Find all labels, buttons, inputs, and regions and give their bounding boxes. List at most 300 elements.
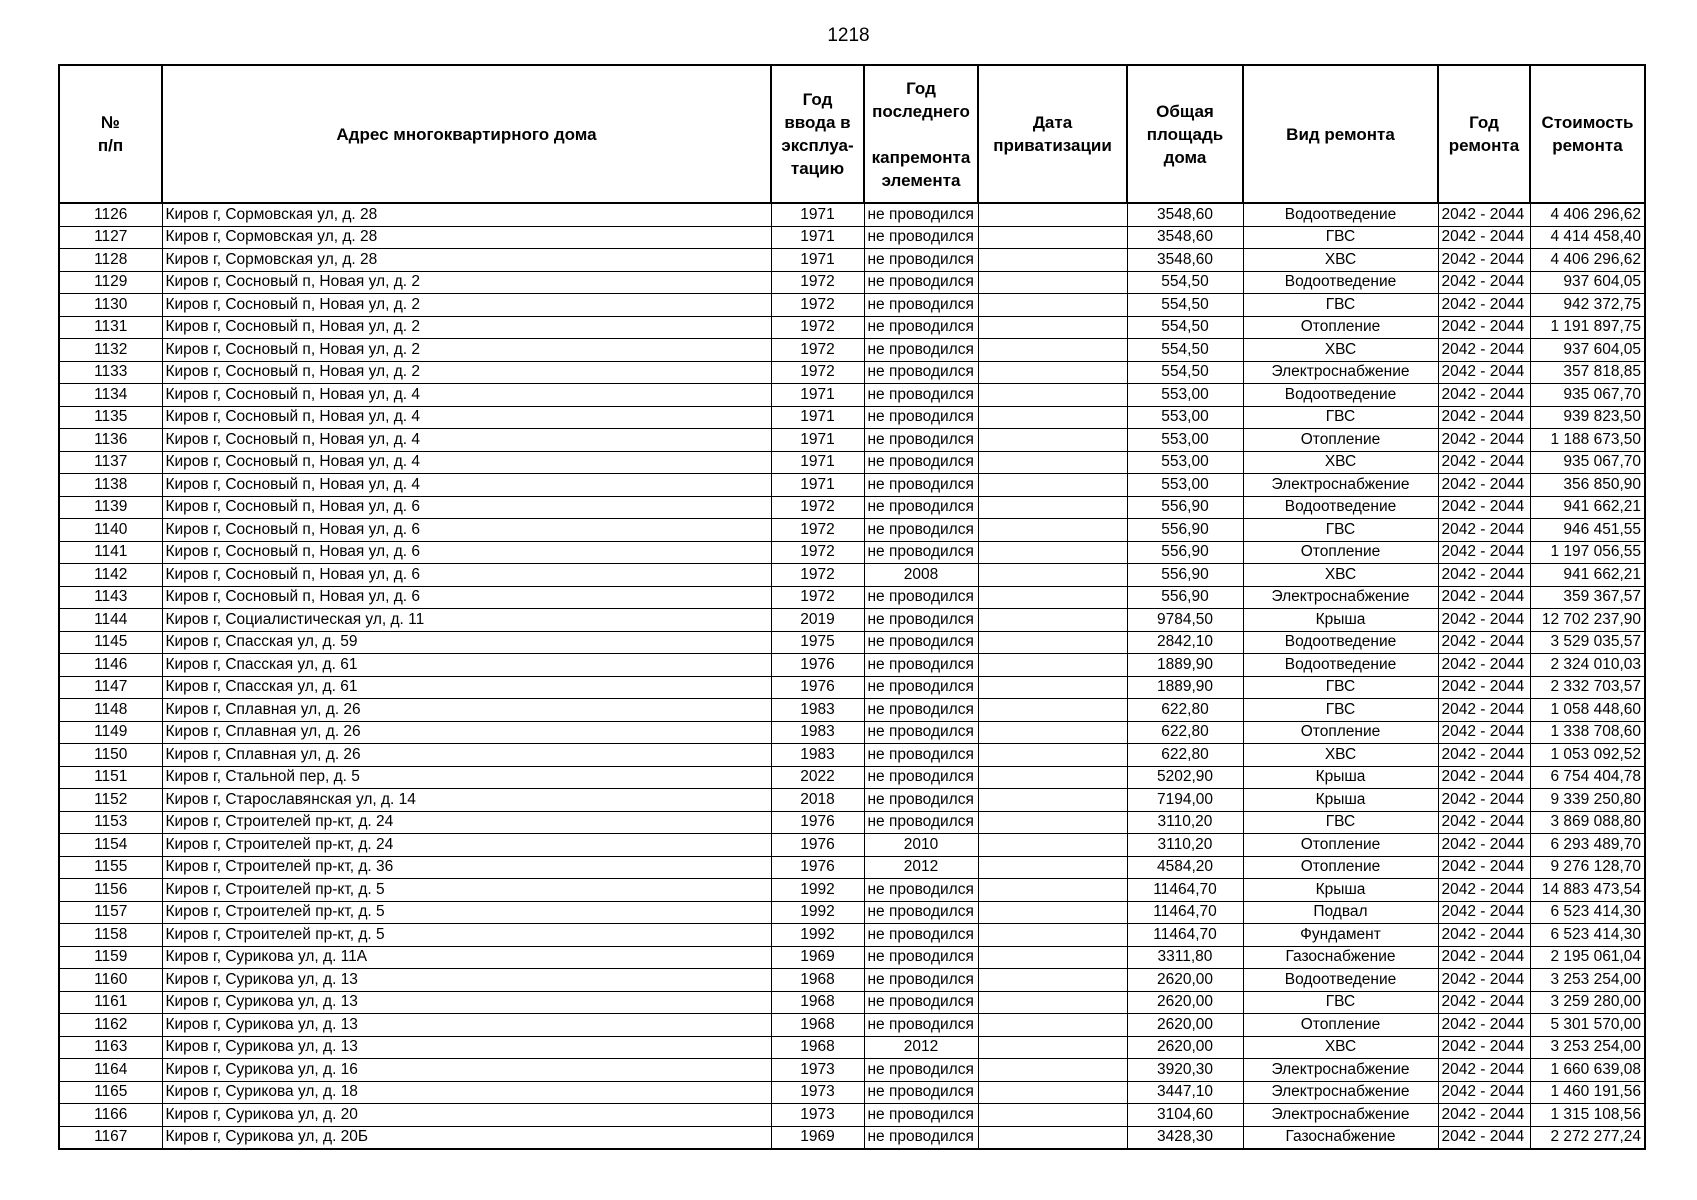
cell-privatization	[978, 609, 1127, 632]
table-row	[59, 924, 1645, 947]
cell-last-repair: не проводился	[864, 901, 978, 924]
cell-cost: 6 523 414,30	[1530, 924, 1645, 947]
cell-privatization	[978, 969, 1127, 992]
cell-year-built: 1992	[771, 879, 864, 902]
cell-privatization	[978, 789, 1127, 812]
cell-cost: 1 053 092,52	[1530, 744, 1645, 767]
cell-num: 1138	[59, 474, 162, 497]
cell-last-repair: не проводился	[864, 586, 978, 609]
cell-num: 1148	[59, 699, 162, 722]
table-row	[59, 1014, 1645, 1037]
cell-year-built: 1972	[771, 564, 864, 587]
table-body	[59, 203, 1645, 1149]
cell-year-built: 1972	[771, 361, 864, 384]
cell-last-repair: не проводился	[864, 654, 978, 677]
cell-repair-type: Электроснабжение	[1243, 361, 1438, 384]
cell-cost: 1 315 108,56	[1530, 1104, 1645, 1127]
cell-repair-type: Отопление	[1243, 856, 1438, 879]
cell-privatization	[978, 924, 1127, 947]
cell-num: 1163	[59, 1036, 162, 1059]
cell-repair-type: ХВС	[1243, 1036, 1438, 1059]
cell-last-repair: не проводился	[864, 203, 978, 226]
table-row	[59, 203, 1645, 226]
cell-year-built: 1992	[771, 901, 864, 924]
cell-privatization	[978, 271, 1127, 294]
cell-privatization	[978, 226, 1127, 249]
cell-repair-type: ГВС	[1243, 699, 1438, 722]
cell-repair-type: Крыша	[1243, 609, 1438, 632]
cell-privatization	[978, 541, 1127, 564]
cell-address: Киров г, Спасская ул, д. 59	[162, 631, 771, 654]
cell-last-repair: 2012	[864, 1036, 978, 1059]
cell-year-built: 1971	[771, 429, 864, 452]
cell-repair-type: ГВС	[1243, 676, 1438, 699]
cell-num: 1154	[59, 834, 162, 857]
cell-repair-year: 2042 - 2044	[1438, 294, 1530, 317]
cell-last-repair: не проводился	[864, 1126, 978, 1149]
cell-last-repair: не проводился	[864, 429, 978, 452]
cell-cost: 1 188 673,50	[1530, 429, 1645, 452]
cell-privatization	[978, 1126, 1127, 1149]
cell-cost: 3 253 254,00	[1530, 1036, 1645, 1059]
cell-repair-type: Крыша	[1243, 789, 1438, 812]
cell-repair-type: ХВС	[1243, 451, 1438, 474]
cell-privatization	[978, 384, 1127, 407]
cell-repair-type: Водоотведение	[1243, 969, 1438, 992]
cell-num: 1158	[59, 924, 162, 947]
cell-repair-year: 2042 - 2044	[1438, 541, 1530, 564]
cell-address: Киров г, Сосновый п, Новая ул, д. 4	[162, 451, 771, 474]
cell-area: 622,80	[1127, 744, 1243, 767]
cell-repair-type: Газоснабжение	[1243, 1126, 1438, 1149]
cell-address: Киров г, Сосновый п, Новая ул, д. 4	[162, 406, 771, 429]
cell-repair-type: Водоотведение	[1243, 384, 1438, 407]
cell-privatization	[978, 1014, 1127, 1037]
cell-repair-type: Водоотведение	[1243, 496, 1438, 519]
cell-address: Киров г, Строителей пр-кт, д. 5	[162, 879, 771, 902]
cell-num: 1128	[59, 249, 162, 272]
cell-privatization	[978, 1059, 1127, 1082]
cell-year-built: 1972	[771, 339, 864, 362]
cell-repair-year: 2042 - 2044	[1438, 1036, 1530, 1059]
cell-num: 1151	[59, 766, 162, 789]
cell-cost: 3 869 088,80	[1530, 811, 1645, 834]
cell-area: 556,90	[1127, 496, 1243, 519]
cell-repair-year: 2042 - 2044	[1438, 1104, 1530, 1127]
cell-address: Киров г, Сормовская ул, д. 28	[162, 249, 771, 272]
cell-num: 1139	[59, 496, 162, 519]
header-cost: Стоимость ремонта	[1530, 65, 1645, 203]
cell-repair-year: 2042 - 2044	[1438, 339, 1530, 362]
cell-repair-year: 2042 - 2044	[1438, 203, 1530, 226]
cell-last-repair: не проводился	[864, 316, 978, 339]
cell-cost: 1 197 056,55	[1530, 541, 1645, 564]
cell-year-built: 1992	[771, 924, 864, 947]
cell-repair-year: 2042 - 2044	[1438, 496, 1530, 519]
table-row	[59, 609, 1645, 632]
cell-privatization	[978, 316, 1127, 339]
cell-address: Киров г, Сосновый п, Новая ул, д. 2	[162, 361, 771, 384]
cell-cost: 14 883 473,54	[1530, 879, 1645, 902]
cell-num: 1157	[59, 901, 162, 924]
cell-area: 554,50	[1127, 339, 1243, 362]
cell-area: 556,90	[1127, 564, 1243, 587]
cell-repair-year: 2042 - 2044	[1438, 564, 1530, 587]
cell-privatization	[978, 249, 1127, 272]
cell-repair-year: 2042 - 2044	[1438, 699, 1530, 722]
cell-num: 1155	[59, 856, 162, 879]
cell-year-built: 1983	[771, 744, 864, 767]
header-address: Адрес многоквартирного дома	[162, 65, 771, 203]
cell-last-repair: не проводился	[864, 721, 978, 744]
cell-address: Киров г, Сурикова ул, д. 13	[162, 1036, 771, 1059]
cell-cost: 939 823,50	[1530, 406, 1645, 429]
cell-cost: 5 301 570,00	[1530, 1014, 1645, 1037]
cell-cost: 2 272 277,24	[1530, 1126, 1645, 1149]
cell-last-repair: 2012	[864, 856, 978, 879]
cell-privatization	[978, 451, 1127, 474]
cell-privatization	[978, 564, 1127, 587]
table-row	[59, 339, 1645, 362]
cell-repair-year: 2042 - 2044	[1438, 856, 1530, 879]
table-row	[59, 834, 1645, 857]
cell-address: Киров г, Строителей пр-кт, д. 36	[162, 856, 771, 879]
cell-cost: 1 191 897,75	[1530, 316, 1645, 339]
cell-area: 9784,50	[1127, 609, 1243, 632]
cell-year-built: 1973	[771, 1081, 864, 1104]
cell-repair-type: Отопление	[1243, 429, 1438, 452]
cell-address: Киров г, Сурикова ул, д. 13	[162, 991, 771, 1014]
cell-num: 1127	[59, 226, 162, 249]
cell-cost: 2 195 061,04	[1530, 946, 1645, 969]
cell-repair-type: Водоотведение	[1243, 271, 1438, 294]
cell-repair-year: 2042 - 2044	[1438, 384, 1530, 407]
cell-area: 553,00	[1127, 451, 1243, 474]
cell-repair-type: Подвал	[1243, 901, 1438, 924]
cell-repair-year: 2042 - 2044	[1438, 474, 1530, 497]
cell-privatization	[978, 901, 1127, 924]
table-row	[59, 1104, 1645, 1127]
cell-privatization	[978, 406, 1127, 429]
cell-area: 622,80	[1127, 721, 1243, 744]
cell-privatization	[978, 811, 1127, 834]
cell-cost: 6 523 414,30	[1530, 901, 1645, 924]
cell-repair-type: Крыша	[1243, 766, 1438, 789]
cell-area: 3548,60	[1127, 226, 1243, 249]
cell-address: Киров г, Строителей пр-кт, д. 24	[162, 834, 771, 857]
cell-last-repair: не проводился	[864, 406, 978, 429]
cell-area: 554,50	[1127, 316, 1243, 339]
cell-last-repair: не проводился	[864, 474, 978, 497]
cell-repair-year: 2042 - 2044	[1438, 969, 1530, 992]
cell-address: Киров г, Сплавная ул, д. 26	[162, 744, 771, 767]
cell-num: 1159	[59, 946, 162, 969]
cell-cost: 1 338 708,60	[1530, 721, 1645, 744]
header-area: Общая площадь дома	[1127, 65, 1243, 203]
cell-last-repair: не проводился	[864, 361, 978, 384]
cell-last-repair: 2010	[864, 834, 978, 857]
cell-num: 1152	[59, 789, 162, 812]
cell-num: 1166	[59, 1104, 162, 1127]
cell-num: 1136	[59, 429, 162, 452]
cell-address: Киров г, Сосновый п, Новая ул, д. 2	[162, 294, 771, 317]
cell-num: 1150	[59, 744, 162, 767]
cell-repair-year: 2042 - 2044	[1438, 1081, 1530, 1104]
cell-address: Киров г, Сурикова ул, д. 18	[162, 1081, 771, 1104]
cell-address: Киров г, Сосновый п, Новая ул, д. 6	[162, 519, 771, 542]
table-row	[59, 901, 1645, 924]
cell-privatization	[978, 721, 1127, 744]
cell-last-repair: не проводился	[864, 991, 978, 1014]
table-row	[59, 406, 1645, 429]
cell-address: Киров г, Сормовская ул, д. 28	[162, 203, 771, 226]
cell-num: 1160	[59, 969, 162, 992]
cell-year-built: 1972	[771, 541, 864, 564]
table-row	[59, 766, 1645, 789]
cell-num: 1141	[59, 541, 162, 564]
cell-address: Киров г, Сурикова ул, д. 16	[162, 1059, 771, 1082]
cell-num: 1129	[59, 271, 162, 294]
cell-cost: 942 372,75	[1530, 294, 1645, 317]
cell-year-built: 1971	[771, 203, 864, 226]
cell-area: 2620,00	[1127, 969, 1243, 992]
table-row	[59, 1126, 1645, 1149]
table-row	[59, 586, 1645, 609]
header-repair-year: Год ремонта	[1438, 65, 1530, 203]
cell-num: 1134	[59, 384, 162, 407]
cell-area: 3311,80	[1127, 946, 1243, 969]
cell-privatization	[978, 766, 1127, 789]
cell-cost: 3 529 035,57	[1530, 631, 1645, 654]
cell-repair-type: Отопление	[1243, 1014, 1438, 1037]
cell-year-built: 1968	[771, 991, 864, 1014]
table-row	[59, 856, 1645, 879]
cell-address: Киров г, Сурикова ул, д. 11А	[162, 946, 771, 969]
table-row	[59, 564, 1645, 587]
table-row	[59, 969, 1645, 992]
cell-cost: 359 367,57	[1530, 586, 1645, 609]
cell-area: 556,90	[1127, 541, 1243, 564]
table-row	[59, 654, 1645, 677]
cell-address: Киров г, Сурикова ул, д. 20Б	[162, 1126, 771, 1149]
cell-area: 553,00	[1127, 474, 1243, 497]
cell-repair-type: Газоснабжение	[1243, 946, 1438, 969]
cell-area: 556,90	[1127, 519, 1243, 542]
cell-last-repair: не проводился	[864, 699, 978, 722]
table-row	[59, 519, 1645, 542]
cell-year-built: 1971	[771, 406, 864, 429]
table-row	[59, 699, 1645, 722]
cell-year-built: 1972	[771, 496, 864, 519]
cell-repair-year: 2042 - 2044	[1438, 924, 1530, 947]
cell-privatization	[978, 474, 1127, 497]
cell-privatization	[978, 429, 1127, 452]
cell-privatization	[978, 834, 1127, 857]
cell-repair-year: 2042 - 2044	[1438, 406, 1530, 429]
cell-area: 3110,20	[1127, 834, 1243, 857]
cell-area: 1889,90	[1127, 654, 1243, 677]
cell-year-built: 1969	[771, 946, 864, 969]
cell-cost: 9 339 250,80	[1530, 789, 1645, 812]
cell-privatization	[978, 631, 1127, 654]
table-row	[59, 226, 1645, 249]
cell-area: 622,80	[1127, 699, 1243, 722]
cell-privatization	[978, 699, 1127, 722]
cell-address: Киров г, Сплавная ул, д. 26	[162, 721, 771, 744]
cell-repair-year: 2042 - 2044	[1438, 271, 1530, 294]
cell-cost: 3 253 254,00	[1530, 969, 1645, 992]
cell-num: 1132	[59, 339, 162, 362]
cell-repair-year: 2042 - 2044	[1438, 609, 1530, 632]
cell-cost: 2 332 703,57	[1530, 676, 1645, 699]
cell-privatization	[978, 654, 1127, 677]
table-row	[59, 1036, 1645, 1059]
cell-address: Киров г, Сурикова ул, д. 20	[162, 1104, 771, 1127]
cell-cost: 3 259 280,00	[1530, 991, 1645, 1014]
cell-last-repair: не проводился	[864, 631, 978, 654]
cell-area: 3104,60	[1127, 1104, 1243, 1127]
cell-area: 2842,10	[1127, 631, 1243, 654]
cell-cost: 4 414 458,40	[1530, 226, 1645, 249]
cell-last-repair: не проводился	[864, 811, 978, 834]
cell-area: 3447,10	[1127, 1081, 1243, 1104]
cell-year-built: 1971	[771, 474, 864, 497]
page-number: 1218	[827, 25, 870, 46]
cell-address: Киров г, Спасская ул, д. 61	[162, 676, 771, 699]
cell-address: Киров г, Старославянская ул, д. 14	[162, 789, 771, 812]
table-row	[59, 1081, 1645, 1104]
cell-repair-type: ГВС	[1243, 519, 1438, 542]
cell-address: Киров г, Сосновый п, Новая ул, д. 2	[162, 339, 771, 362]
header-last-repair: Год последнего капремонта элемента	[864, 65, 978, 203]
cell-area: 1889,90	[1127, 676, 1243, 699]
cell-last-repair: не проводился	[864, 766, 978, 789]
table-row	[59, 294, 1645, 317]
cell-repair-year: 2042 - 2044	[1438, 766, 1530, 789]
cell-cost: 9 276 128,70	[1530, 856, 1645, 879]
cell-area: 2620,00	[1127, 1036, 1243, 1059]
cell-privatization	[978, 339, 1127, 362]
cell-address: Киров г, Сурикова ул, д. 13	[162, 969, 771, 992]
cell-address: Киров г, Строителей пр-кт, д. 5	[162, 924, 771, 947]
table-row	[59, 789, 1645, 812]
table-row	[59, 271, 1645, 294]
cell-address: Киров г, Сосновый п, Новая ул, д. 4	[162, 384, 771, 407]
cell-num: 1153	[59, 811, 162, 834]
cell-last-repair: не проводился	[864, 946, 978, 969]
cell-repair-type: ХВС	[1243, 339, 1438, 362]
cell-area: 7194,00	[1127, 789, 1243, 812]
cell-repair-type: Отопление	[1243, 834, 1438, 857]
cell-address: Киров г, Сосновый п, Новая ул, д. 6	[162, 564, 771, 587]
cell-last-repair: не проводился	[864, 969, 978, 992]
table-row	[59, 991, 1645, 1014]
cell-repair-type: ГВС	[1243, 991, 1438, 1014]
table-row	[59, 721, 1645, 744]
repair-schedule-table	[58, 64, 1646, 1150]
cell-cost: 12 702 237,90	[1530, 609, 1645, 632]
cell-repair-year: 2042 - 2044	[1438, 789, 1530, 812]
cell-repair-year: 2042 - 2044	[1438, 654, 1530, 677]
cell-last-repair: не проводился	[864, 519, 978, 542]
cell-last-repair: не проводился	[864, 1059, 978, 1082]
table-row	[59, 811, 1645, 834]
cell-area: 553,00	[1127, 406, 1243, 429]
table-row	[59, 249, 1645, 272]
cell-num: 1137	[59, 451, 162, 474]
cell-cost: 935 067,70	[1530, 451, 1645, 474]
cell-repair-year: 2042 - 2044	[1438, 316, 1530, 339]
cell-repair-type: Отопление	[1243, 541, 1438, 564]
cell-area: 3548,60	[1127, 203, 1243, 226]
cell-year-built: 1968	[771, 1036, 864, 1059]
cell-repair-year: 2042 - 2044	[1438, 249, 1530, 272]
cell-repair-type: Водоотведение	[1243, 631, 1438, 654]
cell-num: 1140	[59, 519, 162, 542]
cell-repair-year: 2042 - 2044	[1438, 901, 1530, 924]
cell-area: 556,90	[1127, 586, 1243, 609]
cell-cost: 937 604,05	[1530, 271, 1645, 294]
cell-address: Киров г, Сосновый п, Новая ул, д. 2	[162, 316, 771, 339]
cell-last-repair: не проводился	[864, 249, 978, 272]
cell-repair-type: Отопление	[1243, 721, 1438, 744]
cell-year-built: 1971	[771, 226, 864, 249]
cell-address: Киров г, Сплавная ул, д. 26	[162, 699, 771, 722]
cell-repair-type: Фундамент	[1243, 924, 1438, 947]
cell-repair-type: Электроснабжение	[1243, 1104, 1438, 1127]
cell-repair-type: Водоотведение	[1243, 654, 1438, 677]
cell-year-built: 1972	[771, 586, 864, 609]
cell-address: Киров г, Строителей пр-кт, д. 24	[162, 811, 771, 834]
cell-cost: 935 067,70	[1530, 384, 1645, 407]
cell-year-built: 2019	[771, 609, 864, 632]
cell-num: 1164	[59, 1059, 162, 1082]
cell-cost: 1 660 639,08	[1530, 1059, 1645, 1082]
cell-area: 3548,60	[1127, 249, 1243, 272]
cell-last-repair: не проводился	[864, 451, 978, 474]
table-row	[59, 429, 1645, 452]
cell-last-repair: не проводился	[864, 1014, 978, 1037]
cell-privatization	[978, 586, 1127, 609]
cell-repair-type: Крыша	[1243, 879, 1438, 902]
cell-cost: 1 460 191,56	[1530, 1081, 1645, 1104]
cell-repair-year: 2042 - 2044	[1438, 991, 1530, 1014]
table-row	[59, 631, 1645, 654]
cell-last-repair: не проводился	[864, 339, 978, 362]
cell-privatization	[978, 991, 1127, 1014]
cell-repair-year: 2042 - 2044	[1438, 361, 1530, 384]
cell-address: Киров г, Стальной пер, д. 5	[162, 766, 771, 789]
cell-area: 553,00	[1127, 429, 1243, 452]
cell-year-built: 2022	[771, 766, 864, 789]
cell-cost: 941 662,21	[1530, 564, 1645, 587]
cell-repair-type: ХВС	[1243, 744, 1438, 767]
cell-privatization	[978, 946, 1127, 969]
cell-year-built: 1973	[771, 1059, 864, 1082]
cell-year-built: 1976	[771, 834, 864, 857]
cell-privatization	[978, 294, 1127, 317]
cell-num: 1130	[59, 294, 162, 317]
cell-num: 1145	[59, 631, 162, 654]
cell-repair-year: 2042 - 2044	[1438, 586, 1530, 609]
table-row	[59, 1059, 1645, 1082]
cell-repair-type: Водоотведение	[1243, 203, 1438, 226]
cell-address: Киров г, Сосновый п, Новая ул, д. 4	[162, 429, 771, 452]
cell-repair-year: 2042 - 2044	[1438, 946, 1530, 969]
cell-cost: 946 451,55	[1530, 519, 1645, 542]
cell-last-repair: не проводился	[864, 294, 978, 317]
header-repair-type: Вид ремонта	[1243, 65, 1438, 203]
